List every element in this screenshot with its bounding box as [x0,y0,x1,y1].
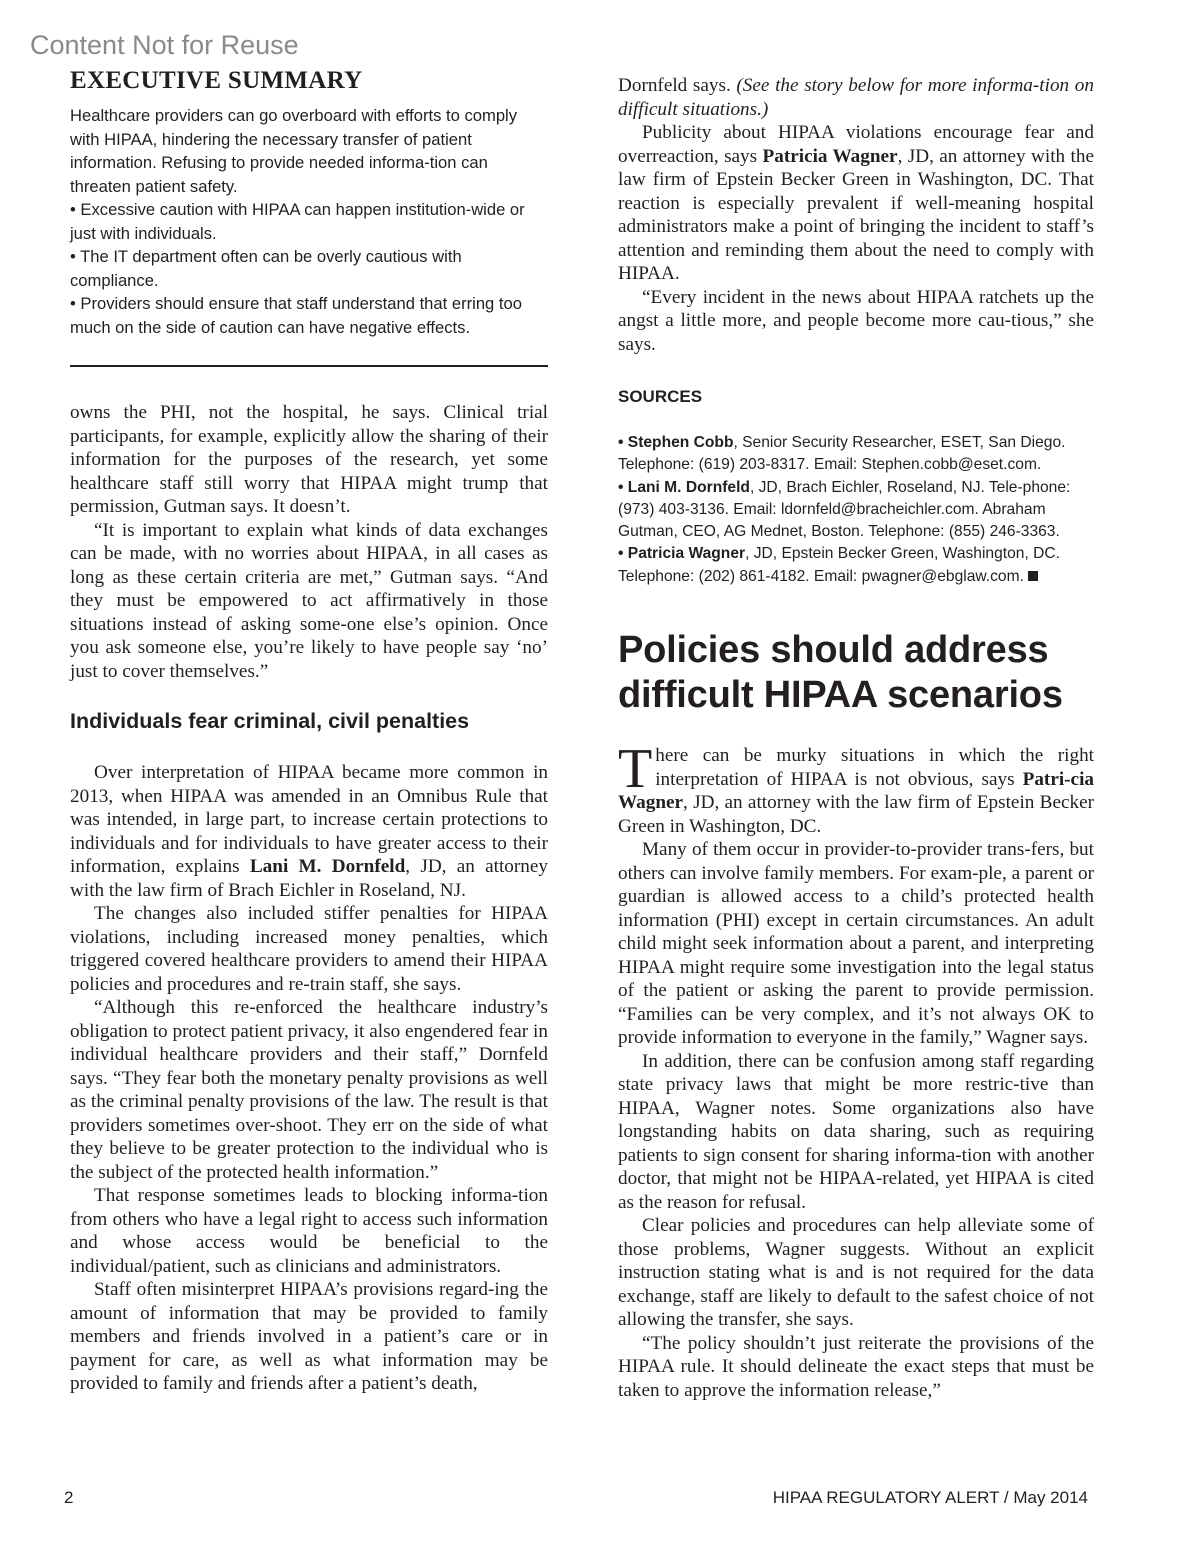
sources-title: SOURCES [618,387,703,406]
section-divider [70,365,548,367]
text-run: here can be murky situations in which the right interpretation of HIPAA is not obvious, says [655,745,1094,790]
body-paragraph: Clear policies and procedures can help alleviate some of those problems, Wagner suggests. Without an explicit instruction stating what is and is not required for the data exchange, staff are likely to default to the safest choice of not allowing the transfer, she says. [618,1215,1094,1331]
body-paragraph: The changes also included stiffer penalties for HIPAA violations, including increased money penalties, which triggered covered healthcare providers to amend their HIPAA policies and procedures and re-train staff, she says. [70,903,548,995]
page-number: 2 [64,1488,74,1507]
text-run: , JD, an attorney with the law firm of Epstein Becker Green in Washington, DC. That reaction is especially prevalent if well-meaning hospital administrators make a point of bringing the incident to staff’s attention and reminding them about the need to comply with HIPAA. [618,145,1094,284]
person-name: Patricia Wagner [762,145,898,167]
body-paragraph: “It is important to explain what kinds of data exchanges can be made, with no worries about HIPAA, in all cases as long as these certain criteria are met,” Gutman says. “And they must be empowered to act affirmatively in those situations instead of asking some-one else’s opinion. Once you ask someone else, you’re likely to have people say ‘no’ just to cover themselves.” [70,519,548,682]
executive-summary [70,66,548,339]
executive-summary-bullet: • Providers should ensure that staff understand that erring too much on the side of caution can have negative effects. [70,294,522,337]
text-run: , JD, an attorney with the law firm of Brach Eichler in Roseland, NJ. [70,856,548,901]
body-paragraph [618,738,1094,838]
body-paragraph: “The policy shouldn’t just reiterate the provisions of the HIPAA rule. It should delineate the exact steps that must be taken to approve the information release,” [618,1332,1094,1401]
text-run: Dornfeld says. [618,75,737,96]
body-paragraph: owns the PHI, not the hospital, he says. Clinical trial participants, for example, explicitly allow the sharing of their information for the purposes of the research, yet some healthcare staff still worry that HIPAA might trump that permission, Gutman says. It doesn’t. [70,402,548,517]
watermark: Content Not for Reuse [30,30,299,60]
text-run: Publicity about HIPAA violations encourage fear and overreaction, says [618,122,1094,167]
right-column [618,74,1094,1402]
executive-summary-intro: Healthcare providers can go overboard with efforts to comply with HIPAA, hindering the necessary transfer of patient information. Refusing to provide needed informa-tion can threaten patient safety. [70,106,518,196]
person-name: Patri-cia Wagner [618,768,1094,814]
source-details: , JD, Epstein Becker Green, Washington, DC. Telephone: (202) 861-4182. Email: pwagner@ebglaw.com. [618,545,1060,585]
body-paragraph: “Every incident in the news about HIPAA ratchets up the angst a little more, and people become more cau-tious,” she says. [618,286,1094,355]
source-name: • Stephen Cobb [618,434,734,451]
executive-summary-title: EXECUTIVE SUMMARY [70,67,363,94]
left-column [70,66,548,1396]
source-details: , JD, Brach Eichler, Roseland, NJ. Tele-phone: (973) 403-3136. Email: ldornfeld@bracheichler.com. Abraham Gutman, CEO, AG Mednet, Boston. Telephone: (855) 246-3363. [618,478,1071,541]
text-run: Over interpretation of HIPAA became more common in 2013, when HIPAA was amended in an Omnibus Rule that was intended, in large part, to increase certain protections to individuals and for individuals to have greater access to their information, explains [70,762,548,877]
executive-summary-bullet: • The IT department often can be overly cautious with compliance. [70,247,462,290]
source-entry [618,432,1094,477]
publication-footer: HIPAA REGULATORY ALERT / May 2014 [772,1488,1088,1507]
body-paragraph [618,121,1094,286]
body-paragraph: Many of them occur in provider-to-provider trans-fers, but others can involve family members. For exam-ple, a parent or guardian is allowed access to a child’s protected health information (PHI) except in certain circumstances. An adult child might seek information about a parent, and interpreting HIPAA might require some investigation into the legal status of the patient or asking the parent to provide permission. “Families can be very complex, and it’s not always OK to provide information to everyone in the family,” Wagner says. [618,839,1094,1049]
executive-summary-bullet: • Excessive caution with HIPAA can happen institution-wide or just with individuals. [70,200,525,243]
source-name: • Lani M. Dornfeld [618,478,750,496]
text-run: , JD, an attorney with the law firm of Epstein Becker Green in Washington, DC. [618,792,1094,837]
end-mark-icon [1028,571,1038,581]
body-paragraph: That response sometimes leads to blocking informa-tion from others who have a legal right to access such information and whose access would be beneficial to the individual/patient, such as clinicians and administrators. [70,1185,548,1277]
body-paragraph: In addition, there can be confusion among staff regarding state privacy laws that might be more restric-tive than HIPAA, Wagner notes. Some organizations also have longstanding habits on data sharing, such as requiring patients to sign consent for sharing informa-tion with another doctor, that might not be HIPAA-related, yet HIPAA is cited as the reason for refusal. [618,1050,1094,1213]
story-reference: (See the story below for more informa-tion on difficult situations.) [618,75,1094,120]
body-paragraph: “Although this re-enforced the healthcare industry’s obligation to protect patient privacy, it also engendered fear in individual healthcare providers and their staff,” Dornfeld says. “They fear both the monetary penalty provisions as well as the criminal penalty provisions of the law. The result is that providers sometimes over-shoot. They err on the side of what they believe to be greater protection to the individual who is the subject of the protected health information.” [70,997,548,1183]
subheading: Individuals fear criminal, civil penalties [70,709,470,733]
source-entry [618,477,1094,544]
body-paragraph [618,74,1094,121]
body-paragraph [70,761,548,902]
source-details: , Senior Security Researcher, ESET, San Diego. Telephone: (619) 203-8317. Email: Stephen.cobb@eset.com. [618,434,1066,474]
body-paragraph: Staff often misinterpret HIPAA’s provisions regard-ing the amount of information that may be provided to family members and friends involved in a patient’s care or in payment for care, as well as what information may be provided to family and friends after a patient’s death, [70,1279,548,1394]
source-name: • Patricia Wagner [618,545,746,563]
sources-box [618,386,1094,588]
drop-cap: T [618,738,653,801]
article-headline: Policies should address difficult HIPAA scenarios [618,629,1063,717]
source-entry [618,543,1094,588]
person-name: Lani M. Dornfeld [249,856,406,877]
